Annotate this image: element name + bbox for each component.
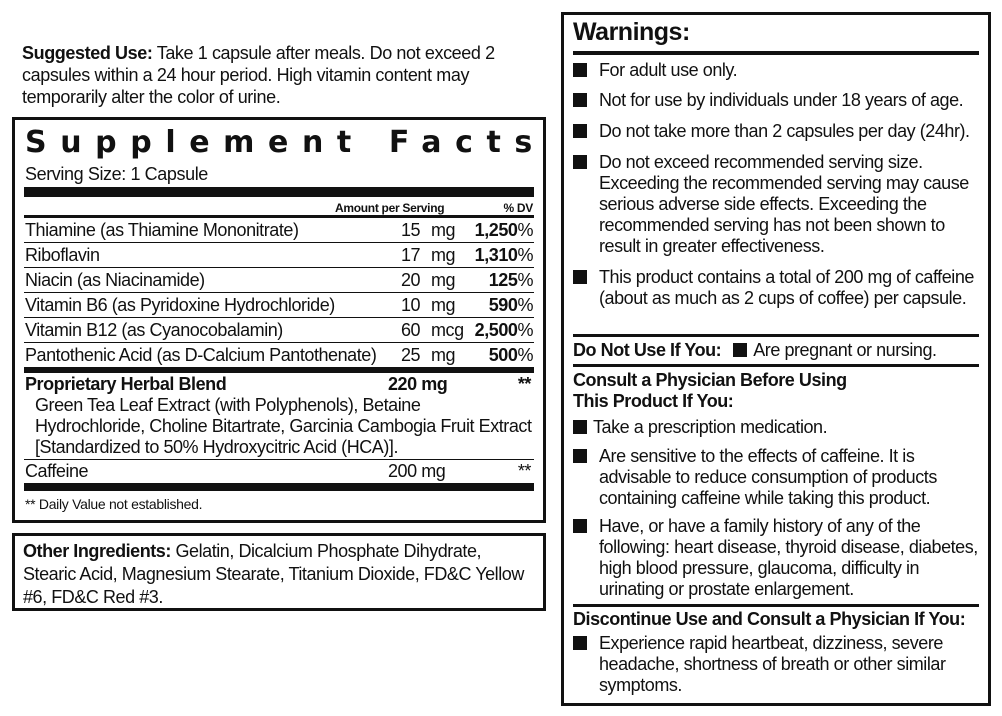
row-divider	[24, 459, 534, 460]
supplement-facts-panel	[12, 117, 546, 523]
warning-item: This product contains a total of 200 mg of caffeine (about as much as 2 cups of coffee) per capsule.	[573, 267, 980, 309]
bullet-square-icon	[573, 155, 587, 169]
thick-divider	[24, 187, 534, 197]
bullet-square-icon	[573, 449, 587, 463]
nutrient-amount: 60	[401, 320, 421, 340]
consult-heading: Consult a Physician Before Using This Product If You:	[573, 370, 847, 411]
nutrient-name: Thiamine (as Thiamine Mononitrate)	[25, 220, 299, 240]
nutrient-row-thiamine	[25, 218, 533, 242]
nutrient-unit: mg	[431, 345, 456, 365]
header-percent-dv: % DV	[503, 201, 533, 215]
nutrient-unit: mcg	[431, 320, 464, 340]
blend-ingredients: Green Tea Leaf Extract (with Polyphenols), Betaine Hydrochloride, Choline Bitartrate, Garcinia Cambogia Fruit Extract [Standardized to 50% Hydroxycitric Acid (HCA)].	[35, 395, 532, 457]
nutrient-row-vitamin-b6	[25, 293, 533, 317]
other-ingredients	[12, 533, 546, 611]
supplement-facts-title: Supplement Facts	[25, 125, 546, 160]
section-divider	[573, 364, 979, 367]
section-divider	[573, 334, 979, 337]
proprietary-blend	[25, 374, 533, 458]
discontinue-item: Experience rapid heartbeat, dizziness, severe headache, shortness of breath or other similar symptoms.	[573, 633, 980, 696]
warnings-panel	[561, 12, 991, 706]
caffeine-row	[25, 461, 533, 482]
nutrient-amount: 17	[401, 245, 421, 265]
thick-divider	[24, 367, 534, 373]
warning-item: Do not exceed recommended serving size. Exceeding the recommended serving may cause serious adverse side effects. Exceeding the recommended serving has not been shown to result in greater effectiveness.	[573, 152, 980, 257]
nutrient-amount: 20	[401, 270, 421, 290]
suggested-use	[22, 42, 542, 108]
caffeine-amount: 200 mg	[388, 461, 446, 481]
discontinue-heading: Discontinue Use and Consult a Physician If You:	[573, 609, 966, 629]
warnings-title: Warnings:	[573, 18, 690, 46]
consult-item: Are sensitive to the effects of caffeine. It is advisable to reduce consumption of products containing caffeine while taking this product.	[573, 446, 980, 509]
nutrient-row-riboflavin	[25, 243, 533, 267]
nutrient-dv: 500%	[488, 345, 533, 365]
other-ingredients-label: Other Ingredients:	[23, 541, 171, 561]
bullet-square-icon	[733, 343, 747, 357]
nutrient-amount: 25	[401, 345, 421, 365]
nutrient-dv: 1,250%	[474, 220, 533, 240]
header-amount-per-serving: Amount per Serving	[335, 201, 445, 215]
bullet-square-icon	[573, 124, 587, 138]
warning-item: Not for use by individuals under 18 years of age.	[573, 90, 980, 111]
do-not-use-label: Do Not Use If You:	[573, 340, 722, 360]
nutrient-unit: mg	[431, 245, 456, 265]
bullet-square-icon	[573, 420, 587, 434]
nutrient-name: Riboflavin	[25, 245, 100, 265]
nutrient-unit: mg	[431, 270, 456, 290]
warning-item: Do not take more than 2 capsules per day (24hr).	[573, 121, 980, 142]
nutrient-unit: mg	[431, 220, 456, 240]
suggested-use-text: Take 1 capsule after meals. Do not exceed 2 capsules within a 24 hour period. High vitamin content may temporarily alter the color of urine.	[22, 43, 495, 107]
thick-divider	[24, 483, 534, 491]
nutrient-name: Vitamin B6 (as Pyridoxine Hydrochloride)	[25, 295, 335, 315]
dv-footnote: ** Daily Value not established.	[25, 496, 203, 512]
bullet-square-icon	[573, 63, 587, 77]
nutrient-row-niacin	[25, 268, 533, 292]
nutrient-name: Vitamin B12 (as Cyanocobalamin)	[25, 320, 283, 340]
section-divider	[573, 604, 979, 607]
blend-name: Proprietary Herbal Blend	[25, 374, 227, 394]
warning-item: For adult use only.	[573, 60, 980, 81]
nutrient-name: Pantothenic Acid (as D-Calcium Pantothenate)	[25, 345, 377, 365]
other-ingredients-text: Gelatin, Dicalcium Phosphate Dihydrate, Stearic Acid, Magnesium Stearate, Titanium Dioxide, FD&C Yellow #6, FD&C Red #3.	[23, 541, 524, 607]
nutrient-dv: 125%	[488, 270, 533, 290]
serving-size: Serving Size: 1 Capsule	[25, 164, 208, 184]
bullet-square-icon	[573, 519, 587, 533]
consult-item: Take a prescription medication.	[573, 417, 980, 438]
bullet-square-icon	[573, 270, 587, 284]
nutrient-row-vitamin-b12	[25, 318, 533, 342]
suggested-use-label: Suggested Use:	[22, 43, 153, 63]
nutrient-unit: mg	[431, 295, 456, 315]
blend-amount: 220 mg	[388, 374, 448, 394]
nutrient-dv: 1,310%	[474, 245, 533, 265]
caffeine-name: Caffeine	[25, 461, 89, 481]
blend-dv: **	[517, 374, 531, 394]
nutrient-dv: 2,500%	[474, 320, 533, 340]
do-not-use-item: Are pregnant or nursing.	[753, 340, 937, 360]
consult-item: Have, or have a family history of any of the following: heart disease, thyroid disease, diabetes, high blood pressure, glaucoma, difficulty in urinating or prostate enlargement.	[573, 516, 980, 600]
nutrient-amount: 10	[401, 295, 421, 315]
nutrient-dv: 590%	[488, 295, 533, 315]
bullet-square-icon	[573, 636, 587, 650]
nutrient-amount: 15	[401, 220, 421, 240]
do-not-use-section	[573, 340, 980, 361]
bullet-square-icon	[573, 93, 587, 107]
nutrient-name: Niacin (as Niacinamide)	[25, 270, 205, 290]
nutrient-row-pantothenic-acid	[25, 343, 533, 367]
caffeine-dv: **	[517, 461, 531, 481]
thick-divider	[573, 51, 979, 55]
